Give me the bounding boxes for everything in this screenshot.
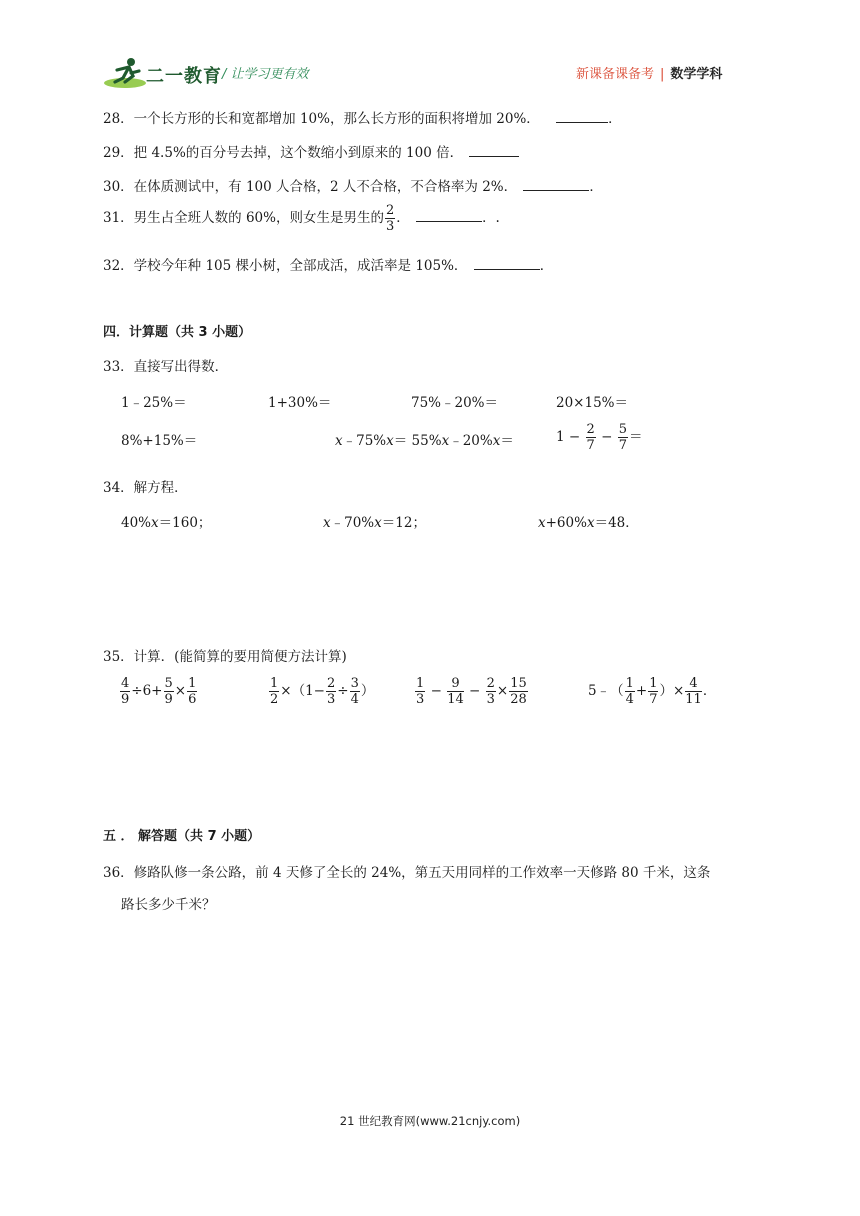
question-32-text: 32．学校今年种 105 棵小树，全部成活，成活率是 105%．	[103, 258, 468, 274]
fraction: $\frac{5}{7}$	[618, 422, 627, 453]
answer-blank[interactable]	[556, 110, 608, 123]
calc-item: 8%+15%＝	[121, 433, 198, 449]
question-28: 28．一个长方形的长和宽都增加 10%，那么长方形的面积将增加 20%． ．	[103, 111, 622, 127]
header-separator: |	[660, 67, 665, 82]
calc-item: 1 − $\frac{2}{7}$ − $\frac{5}{7}$ ＝	[556, 422, 643, 453]
fraction: $\frac{2}{3}$	[385, 203, 395, 234]
question-31: 31．男生占全班人数的 60%，则女生是男生的 $\frac{2}{3}$ ． ．.	[103, 203, 500, 234]
section-heading-4: 四．计算题（共 3 小题）	[103, 325, 252, 340]
answer-blank[interactable]	[469, 144, 519, 157]
calc-item: 1﹣25%＝	[121, 395, 187, 411]
subject-label: 数学学科	[670, 67, 723, 82]
question-36-line-2: 路长多少千米？	[121, 897, 216, 913]
answer-blank[interactable]	[416, 209, 482, 222]
question-33: 33．直接写出得数．	[103, 359, 229, 375]
calc-item: 1+30%＝	[268, 395, 332, 411]
logo-text: 二一教育	[146, 66, 222, 87]
question-28-text: 28．一个长方形的长和宽都增加 10%，那么长方形的面积将增加 20%．	[103, 111, 540, 127]
calc-expression-4: 5﹣（ $\frac{1}{4}$ + $\frac{1}{7}$ ）× $\frac{4}{11}$ ．	[588, 676, 717, 707]
question-30: 30．在体质测试中，有 100 人合格，2 人不合格，不合格率为 2%． ．	[103, 179, 603, 195]
section-heading-5: 五 ． 解答题（共 7 小题）	[103, 829, 261, 844]
answer-blank[interactable]	[474, 257, 540, 270]
tagline: 新课备课备考	[576, 67, 655, 82]
question-30-text: 30．在体质测试中，有 100 人合格，2 人不合格，不合格率为 2%．	[103, 179, 518, 195]
fraction: $\frac{2}{7}$	[586, 422, 595, 453]
calc-item: 75%﹣20%＝	[411, 395, 499, 411]
calc-expression-2: $\frac{1}{2}$ ×（1− $\frac{2}{3}$ ÷ $\frac{3}{4}$ ）	[270, 676, 375, 707]
footer: 21 世纪教育网(www.21cnjy.com)	[339, 1114, 521, 1128]
question-31-text: 31．男生占全班人数的 60%，则女生是男生的	[103, 210, 384, 226]
slogan: / 让学习更有效	[222, 67, 309, 82]
calc-item: x﹣75%x＝ 55%x﹣20%x＝	[335, 433, 514, 449]
calc-item: 20×15%＝	[556, 395, 628, 411]
question-36-line-1: 36．修路队修一条公路，前 4 天修了全长的 24%，第五天用同样的工作效率一天修路 80 千米，这条	[103, 865, 711, 881]
question-32: 32．学校今年种 105 棵小树，全部成活，成活率是 105%． ．	[103, 258, 554, 274]
equation-item: 40%x＝160；	[121, 515, 212, 531]
answer-blank[interactable]	[523, 178, 589, 191]
question-29-text: 29．把 4.5%的百分号去掉，这个数缩小到原来的 100 倍．	[103, 145, 464, 161]
question-34: 34．解方程．	[103, 480, 188, 496]
calc-expression-3: $\frac{1}{3}$ − $\frac{9}{14}$ − $\frac{2}{3}$ × $\frac{15}{28}$	[416, 676, 527, 707]
equation-item: x﹣70%x＝12；	[323, 515, 426, 531]
equation-item: x+60%x＝48．	[538, 515, 639, 531]
question-35: 35．计算．(能简算的要用简便方法计算)	[103, 649, 347, 665]
header-right	[576, 63, 722, 82]
calc-expression-1: $\frac{4}{9}$ ÷6+ $\frac{5}{9}$ × $\frac{1}{6}$	[121, 676, 197, 707]
question-29	[103, 141, 519, 161]
